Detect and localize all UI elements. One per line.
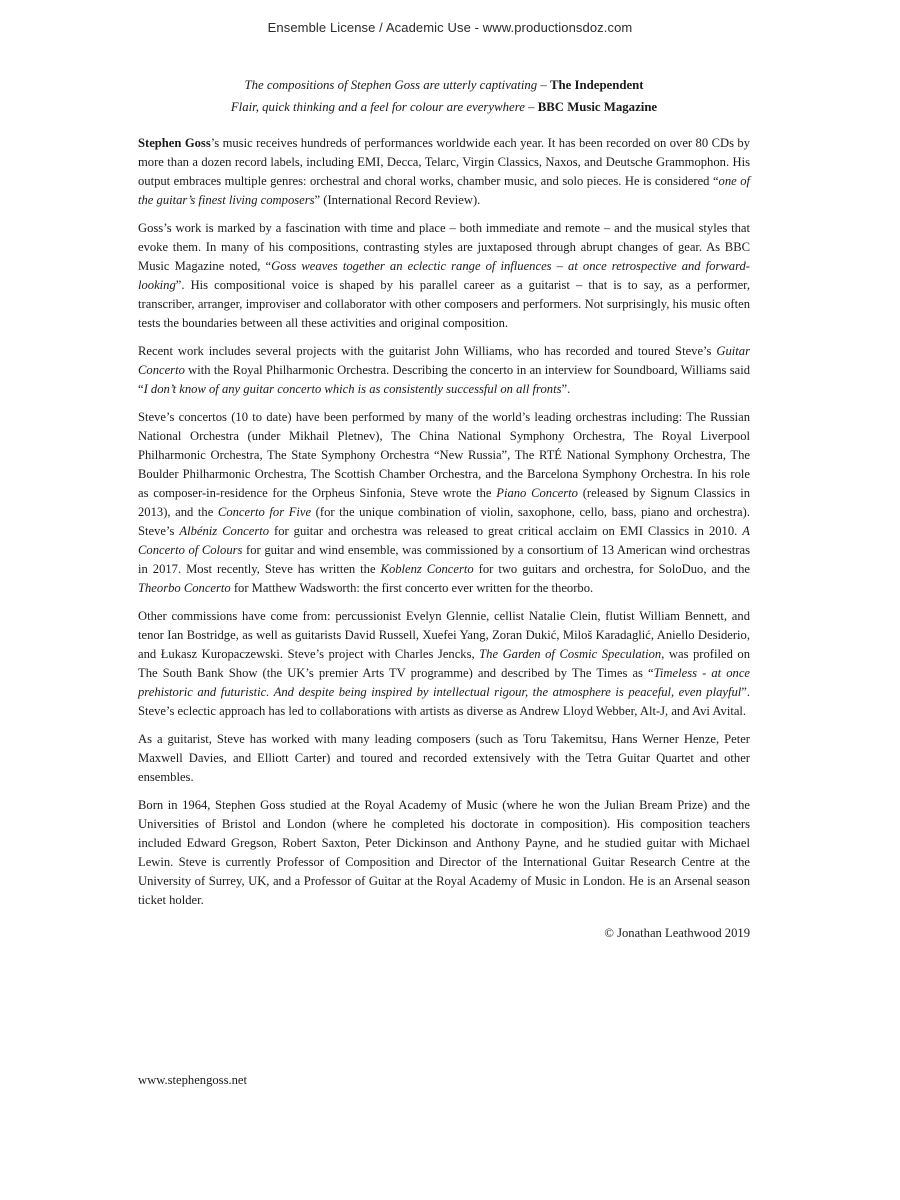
- text-run: (released by Signum Classics in 2013), and the: [138, 486, 750, 519]
- italic-text: I don’t know of any guitar concerto which is as consistently successful on all fronts: [143, 382, 562, 396]
- italic-text: Guitar Concerto: [138, 344, 750, 377]
- text-run: for two guitars and orchestra, for SoloDuo, and the: [473, 562, 750, 576]
- quote-separator: –: [537, 78, 551, 92]
- text-run: for guitar and wind ensemble, was commissioned by a consortium of 13 American wind orchestras in 2017. Most recently, Steve has written the: [138, 543, 750, 576]
- text-run: ”. Steve’s eclectic approach has led to collaborations with artists as diverse as Andrew Lloyd Webber, Alt-J, and Avi Avital.: [138, 685, 750, 718]
- website-footer: www.stephengoss.net: [138, 1073, 248, 1087]
- quote-source: BBC Music Magazine: [537, 100, 658, 114]
- text-run: As a guitarist, Steve has worked with many leading composers (such as Toru Takemitsu, Hans Werner Henze, Peter Maxwell Davies, and Elliott Carter) and toured and recorded extensively with the Tetra Guitar Quartet and other ensembles.: [138, 732, 750, 784]
- italic-text: Theorbo Concerto: [138, 581, 231, 595]
- quote-text: The compositions of Stephen Goss are utterly captivating: [244, 78, 538, 92]
- biography-paragraph: [138, 342, 750, 399]
- text-run: Goss’s work is marked by a fascination with time and place – both immediate and remote – and the musical styles that evoke them. In many of his compositions, contrasting styles are juxtaposed through abrupt changes of gear. As BBC Music Magazine noted, “: [138, 221, 750, 273]
- italic-text: Goss weaves together an eclectic range of influences – at once retrospective and forward-looking: [138, 259, 750, 292]
- text-run: ’s music receives hundreds of performances worldwide each year. It has been recorded on over 80 CDs by more than a dozen record labels, including EMI, Decca, Telarc, Virgin Classics, Naxos, and Deutsche Grammophon. His output embraces multiple genres: orchestral and choral works, chamber music, and solo pieces. He is considered “: [138, 136, 750, 188]
- biography-body: [138, 134, 750, 910]
- biography-paragraph: [138, 134, 750, 210]
- italic-text: Concerto for Five: [217, 505, 312, 519]
- biography-paragraph: [138, 219, 750, 333]
- italic-text: Albéniz Concerto: [179, 524, 270, 538]
- text-run: for Matthew Wadsworth: the first concerto ever written for the theorbo.: [230, 581, 594, 595]
- text-run: Recent work includes several projects with the guitarist John Williams, who has recorded and toured Steve’s: [138, 344, 717, 358]
- text-run: , was profiled on The South Bank Show (the UK’s premier Arts TV programme) and described by The Times as “: [138, 647, 750, 680]
- author-credit: © Jonathan Leathwood 2019: [604, 926, 750, 940]
- text-run: Steve’s concertos (10 to date) have been performed by many of the world’s leading orchestras including: The Russian National Orchestra (under Mikhail Pletnev), The China National Symphony Orchestra, The Royal Liverpool Philharmonic Orchestra, The State Symphony Orchestra “New Russia”, The RTÉ National Symphony Orchestra, The Boulder Philharmonic Orchestra, The Scottish Chamber Orchestra, and the Barcelona Symphony Orchestra. In his role as composer-in-residence for the Orpheus Sinfonia, Steve wrote the: [138, 410, 750, 500]
- text-run: ”.: [561, 382, 571, 396]
- text-run: with the Royal Philharmonic Orchestra. Describing the concerto in an interview for Soundboard, Williams said “: [138, 363, 750, 396]
- italic-text: Timeless - at once prehistoric and futuristic. And despite being inspired by intellectual rigour, the atmosphere is peaceful, even playful: [138, 666, 750, 699]
- italic-text: Piano Concerto: [496, 486, 578, 500]
- biography-paragraph: [138, 607, 750, 721]
- text-run: (for the unique combination of violin, saxophone, cello, bass, piano and orchestra). Steve’s: [138, 505, 750, 538]
- license-header: Ensemble License / Academic Use - www.productionsdoz.com: [267, 20, 633, 35]
- quote-separator: –: [524, 100, 538, 114]
- italic-text: A Concerto of Colours: [138, 524, 750, 557]
- text-run: Born in 1964, Stephen Goss studied at the Royal Academy of Music (where he won the Julian Bream Prize) and the Universities of Bristol and London (where he completed his doctorate in composition). His composition teachers included Edward Gregson, Robert Saxton, Peter Dickinson and Anthony Payne, and he studied guitar with Michael Lewin. Steve is currently Professor of Composition and Director of the International Guitar Research Centre at the University of Surrey, UK, and a Professor of Guitar at the Royal Academy of Music in London. He is an Arsenal season ticket holder.: [138, 798, 750, 907]
- biography-paragraph: [138, 408, 750, 598]
- italic-text: one of the guitar’s finest living composers: [138, 174, 750, 207]
- italic-text: The Garden of Cosmic Speculation: [479, 647, 662, 661]
- press-quote-bbc: [138, 96, 750, 118]
- press-quotes: [138, 74, 750, 118]
- quote-text: Flair, quick thinking and a feel for colour are everywhere: [230, 100, 525, 114]
- italic-text: Koblenz Concerto: [380, 562, 474, 576]
- biography-paragraph: [138, 796, 750, 910]
- biography-page: [138, 74, 750, 943]
- press-quote-independent: [138, 74, 750, 96]
- text-run: ” (International Record Review).: [314, 193, 481, 207]
- bold-text: Stephen Goss: [138, 136, 211, 150]
- biography-paragraph: [138, 730, 750, 787]
- text-run: ”. His compositional voice is shaped by his parallel career as a guitarist – that is to say, as a performer, transcriber, arranger, improviser and collaborator with other composers and performers. Not surprisingly, his music often tests the boundaries between all these activities and original composition.: [138, 278, 750, 330]
- quote-source: The Independent: [550, 78, 644, 92]
- text-run: for guitar and orchestra was released to great critical acclaim on EMI Classics in 2010.: [269, 524, 743, 538]
- text-run: Other commissions have come from: percussionist Evelyn Glennie, cellist Natalie Clein, flutist William Bennett, and tenor Ian Bostridge, as well as guitarists David Russell, Xuefei Yang, Zoran Dukić, Miloš Karadaglić, Aniello Desiderio, and Łukasz Kuropaczewski. Steve’s project with Charles Jencks,: [138, 609, 750, 661]
